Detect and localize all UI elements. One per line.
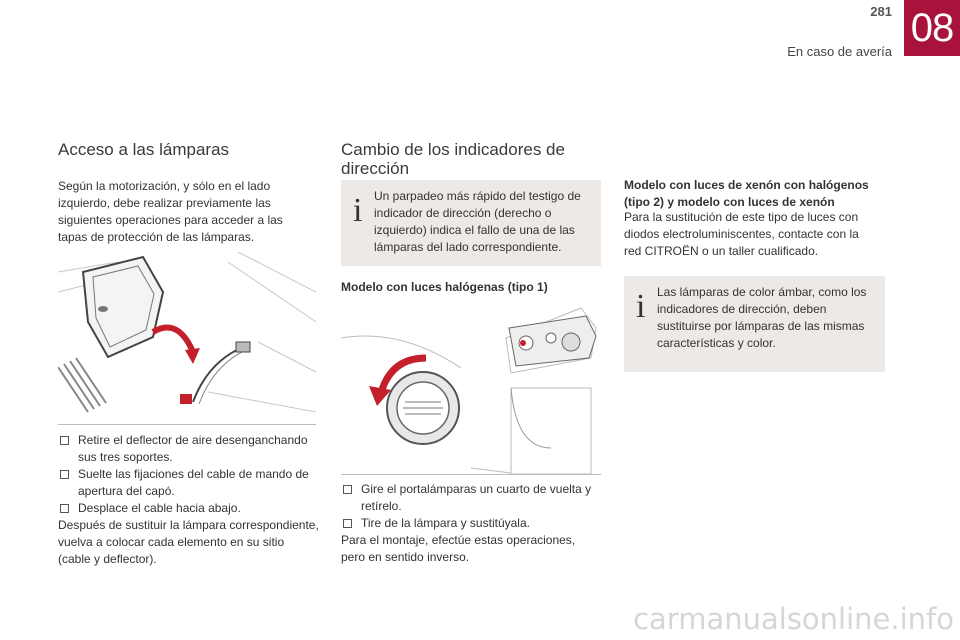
section-title: En caso de avería — [787, 44, 892, 59]
headlamp-illustration — [341, 298, 601, 475]
info-box-amber — [624, 276, 885, 372]
halogen-type1-subtitle: Modelo con luces halógenas (tipo 1) — [341, 280, 548, 294]
engine-bay-drawing — [58, 252, 316, 424]
info-icon: i — [636, 288, 646, 325]
info-text: Las lámparas de color ámbar, como los indicadores de dirección, deben sustituirse por lámparas de las mismas características y color. — [657, 285, 867, 350]
watermark: carmanualsonline.info — [633, 602, 954, 636]
engine-bay-illustration — [58, 252, 316, 425]
xenon-text: Para la sustitución de este tipo de luces con diodos electroluminiscentes, contacte con la red CITROËN o un taller cualificado. — [624, 210, 859, 258]
headlamp-drawing — [341, 298, 601, 474]
step-item: Retire el deflector de aire desenganchando sus tres soportes. — [58, 432, 320, 466]
step-item: Tire de la lámpara y sustitúyala. — [341, 515, 601, 532]
lamp-access-outro: Después de sustituir la lámpara correspondiente, vuelva a colocar cada elemento en su sitio (cable y deflector). — [58, 518, 319, 566]
info-text: Un parpadeo más rápido del testigo de indicador de dirección (derecho o izquierdo) indica el fallo de una de las lámparas del lado correspondiente. — [374, 189, 581, 254]
xenon-subtitle: Modelo con luces de xenón con halógenos (tipo 2) y modelo con luces de xenón — [624, 178, 869, 209]
lamp-access-steps — [58, 432, 320, 568]
step-item: Desplace el cable hacia abajo. — [58, 500, 320, 517]
chapter-tab: 08 — [904, 0, 960, 56]
halogen-outro: Para el montaje, efectúe estas operaciones, pero en sentido inverso. — [341, 533, 576, 564]
info-box-flash — [341, 180, 601, 266]
lamp-access-heading: Acceso a las lámparas — [58, 140, 230, 159]
halogen-steps — [341, 481, 601, 566]
lamp-access-intro: Según la motorización, y sólo en el lado izquierdo, debe realizar previamente las siguientes operaciones para acceder a las tapas de protección de las lámparas. — [58, 179, 283, 244]
info-icon: i — [353, 192, 363, 229]
step-item: Suelte las fijaciones del cable de mando de apertura del capó. — [58, 466, 320, 500]
step-item: Gire el portalámparas un cuarto de vuelta y retírelo. — [341, 481, 601, 515]
indicators-heading: Cambio de los indicadores de dirección — [341, 140, 565, 178]
page-number: 281 — [870, 4, 892, 19]
